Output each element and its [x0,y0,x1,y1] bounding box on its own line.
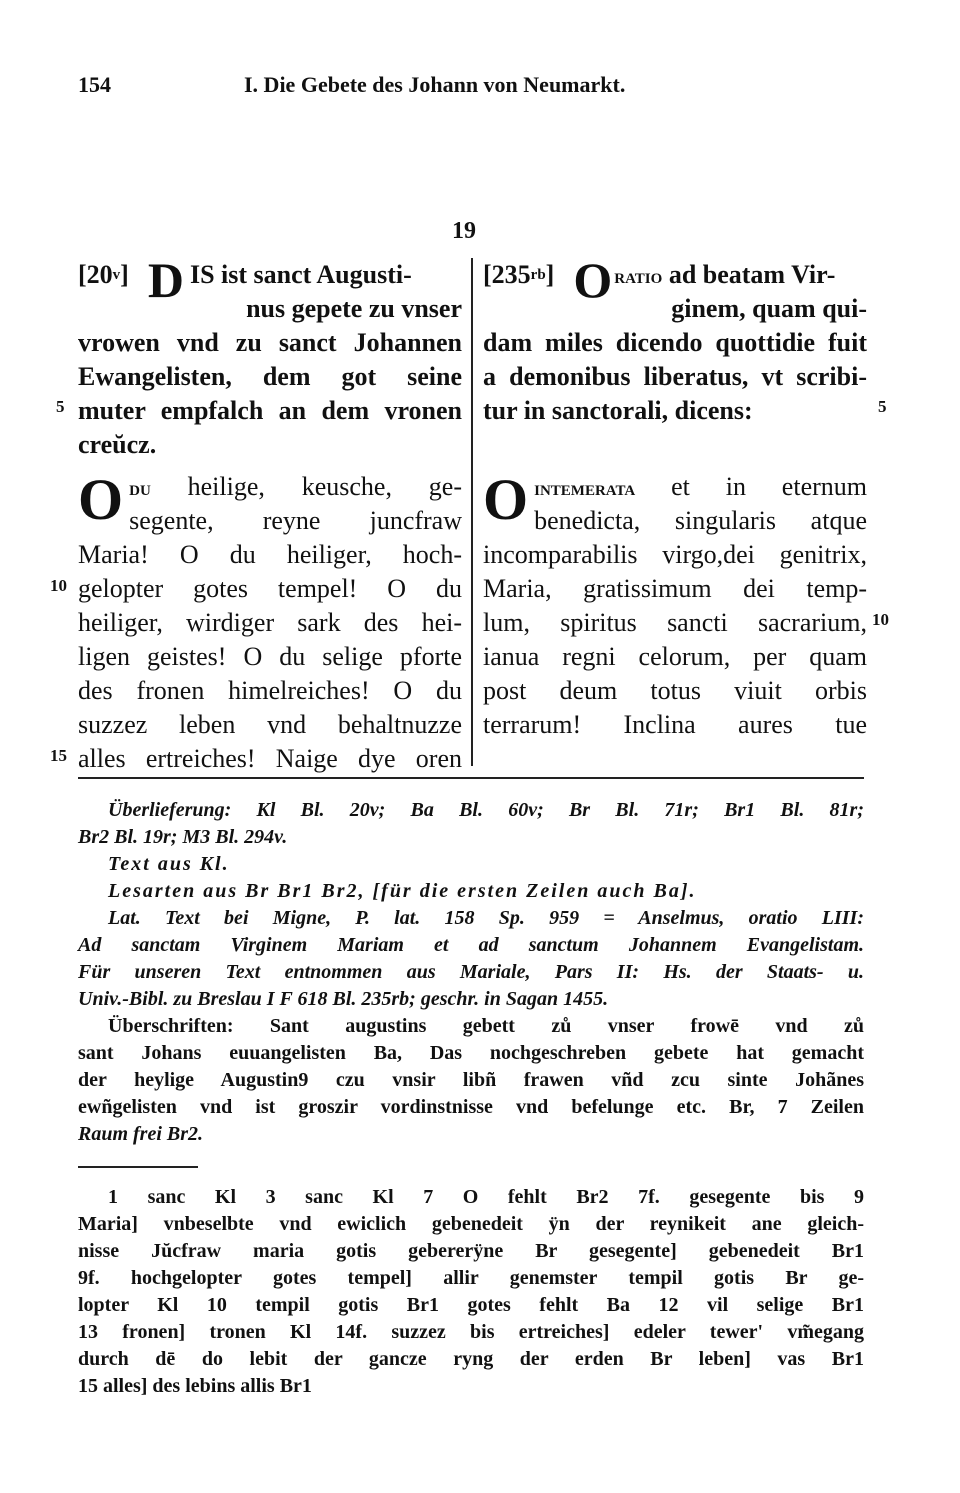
variant-line-5: lopter Kl 10 tempil gotis Br1 gotes fehlt Ba 12 vil selige Br1 [78,1294,864,1316]
page-number: 154 [78,72,111,97]
left-head-line-2: nus gepete zu vnser [246,294,462,323]
right-body-line-8: terrarum! Inclina aures tue [483,710,867,739]
left-body-line-6: ligen geistes! O du selige pforte [78,642,462,671]
left-head-siglum: [20$^v$] [78,260,129,289]
apparatus-line-2: Br2 Bl. 19r; M3 Bl. 294v. [78,826,288,848]
section-number: 19 [452,218,476,244]
left-body-dropcap: O [78,467,124,532]
right-head-initial: O [573,252,613,308]
right-body-line-6: ianua regni celorum, per quam [483,642,867,671]
variant-line-2: Maria] vnbeselbte vnd ewiclich gebenedeit ÿn der reynikeit ane gleich- [78,1213,864,1235]
variant-line-7: durch dē do lebit der gancze ryng der erden Br leben] vas Br1 [78,1348,864,1370]
left-body-line-1: du heilige, keusche, ge- [129,472,463,501]
variant-line-8: 15 alles] des lebins allis Br1 [78,1375,312,1397]
left-body-line-9: alles ertreiches! Naige dye oren [78,744,462,773]
apparatus-line-5: Lat. Text bei Migne, P. lat. 158 Sp. 959 = Anselmus, oratio LIII: [108,907,864,929]
apparatus-line-3: Text aus Kl. [108,853,230,875]
left-head-line-6: creŭcz. [78,430,157,459]
right-margin-number-5: 5 [878,397,887,416]
left-head-line-3: vrowen vnd zu sanct Johannen [78,328,462,357]
right-head-line-2: ginem, quam qui- [671,294,867,323]
left-body-line-2: segente, reyne juncfraw [129,506,462,535]
left-column-body [78,467,463,776]
right-body-line-1: intemerata et in eternum [534,472,867,501]
apparatus-line-4: Lesarten aus Br Br1 Br2, [für die ersten Zeilen auch Ba]. [108,880,697,902]
left-margin-number-15: 15 [50,746,67,765]
right-body-line-4: Maria, gratissimum dei temp- [483,574,867,603]
variant-line-6: 13 fronen] tronen Kl 14f. suzzez bis ertreiches] edeler tewer' vm̃egang [78,1321,864,1343]
right-head-line-1 [483,252,867,308]
apparatus-notes [78,797,864,1148]
right-column-body [483,467,867,742]
variants-rule [78,1166,198,1168]
right-body-line-3: incomparabilis virgo,dei genitrix, [483,540,867,569]
apparatus-line-10: sant Johans euuangelisten Ba, Das nochgeschreben gebete hat gemacht [78,1042,864,1064]
left-margin-number-10: 10 [50,576,67,595]
right-column-heading [483,252,867,428]
left-head-line-1 [78,252,462,308]
apparatus-line-1: Überlieferung: Kl Bl. 20v; Ba Bl. 60v; Br Bl. 71r; Br1 Bl. 81r; [108,799,864,821]
right-margin-number-10: 10 [872,610,889,629]
right-head-line-1-text: ad beatam Vir- [668,260,836,289]
left-head-line-5: muter empfalch an dem vronen [78,396,462,425]
left-body-line-7: des fronen himelreiches! O du [78,676,462,705]
left-head-line-4: Ewangelisten, dem got seine [78,362,462,391]
footnote-rule [78,777,864,779]
left-margin-number-5: 5 [56,397,65,416]
right-body-line-7: post deum totus viuit orbis [483,676,867,705]
right-body-line-5: lum, spiritus sancti sacrarium, [483,608,867,637]
apparatus-line-11: der heylige Augustin9 czu vnsir libñ frawen vñd zcu sinte Johãnes [78,1069,864,1091]
right-head-line-4: a demonibus liberatus, vt scribi- [483,362,867,391]
left-column-heading [78,252,462,462]
left-head-initial: D [147,252,184,308]
apparatus-line-12: ewñgelisten vnd ist groszir vordinstnisse vnd befelunge etc. Br, 7 Zeilen [78,1096,864,1118]
apparatus-line-6: Ad sanctam Virginem Mariam et ad sanctum Johannem Evangelistam. [78,934,864,956]
variant-readings [78,1184,864,1400]
variant-line-1: 1 sanc Kl 3 sanc Kl 7 O fehlt Br2 7f. gesegente bis 9 [108,1186,864,1208]
right-body-line-2: benedicta, singularis atque [534,506,867,535]
left-body-line-8: suzzez leben vnd behaltnuzze [78,710,462,739]
right-head-siglum: $[235^{rb}]$ [483,260,555,289]
left-body-line-5: heiliger, wirdiger sark des hei- [78,608,462,637]
apparatus-line-8: Univ.-Bibl. zu Breslau I F 618 Bl. 235rb; geschr. in Sagan 1455. [78,988,609,1010]
variant-line-3: nisse Jŭcfraw maria gotis gebererÿne Br gesegente] gebenedeit Br1 [78,1240,864,1262]
column-divider [471,258,473,766]
right-head-line-3: dam miles dicendo quottidie fuit [483,328,867,357]
left-body-line-3: Maria! O du heiliger, hoch- [78,540,462,569]
apparatus-line-9: Überschriften: Sant augustins gebett zů vnser frowē vnd zů [108,1015,864,1037]
left-body-line-4: gelopter gotes tempel! O du [78,574,462,603]
right-body-dropcap: O [483,467,529,532]
variant-line-4: 9f. hochgelopter gotes tempel] allir genemster tempil gotis Br ge- [78,1267,864,1289]
right-head-line-5: tur in sanctorali, dicens: [483,396,753,425]
apparatus-line-7: Für unseren Text entnommen aus Mariale, Pars II: Hs. der Staats- u. [78,961,864,983]
running-title: I. Die Gebete des Johann von Neumarkt. [244,72,626,97]
right-head-small-caps: ratio [614,263,663,288]
apparatus-line-13: Raum frei Br2. [78,1123,204,1145]
left-head-line-1-text: IS ist sanct Augusti- [189,260,412,289]
